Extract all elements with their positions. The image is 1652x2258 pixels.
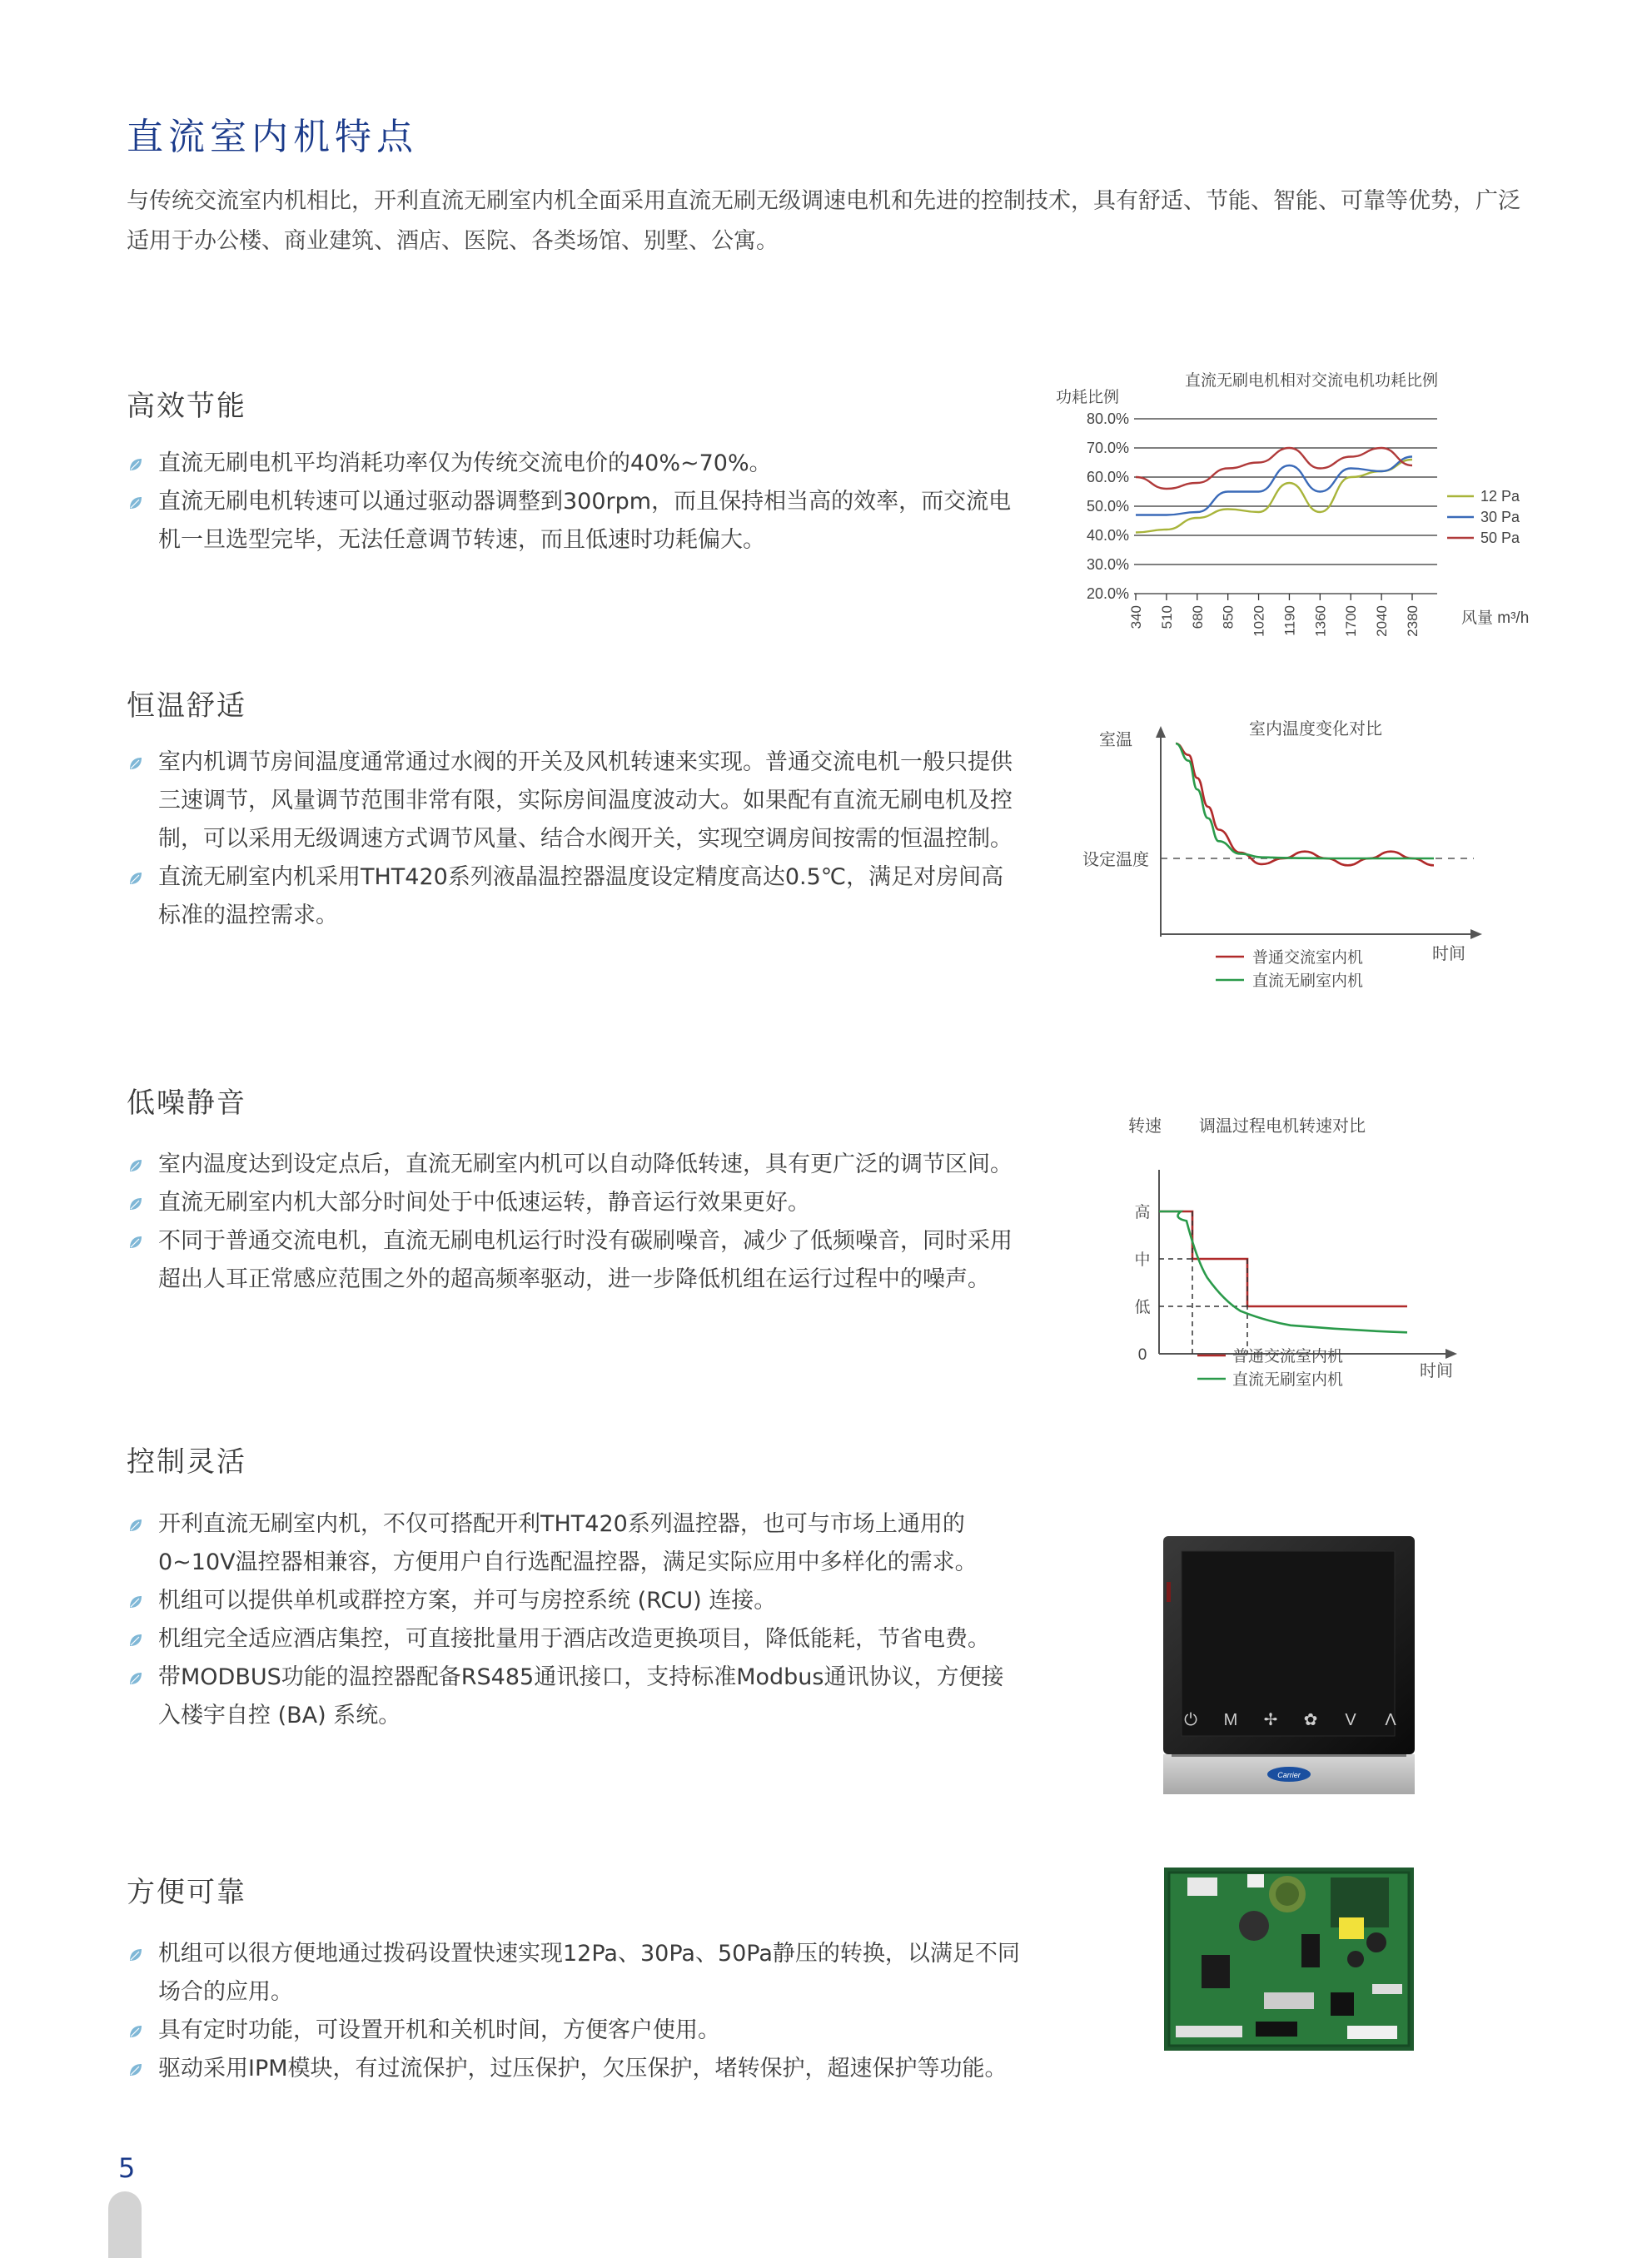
leaf-bullet-icon [128, 1196, 143, 1211]
list-item: 室内机调节房间温度通常通过水阀的开关及风机转速来实现。普通交流电机一般只提供三速调节，风量调节范围非常有限，实际房间温度波动大。如果配有直流无刷电机及控制，可以采用无级调速方式调节风量、结合水阀开关，实现空调房间按需的恒温控制。 [127, 744, 1026, 858]
section-heading-comfort: 恒温舒适 [127, 689, 246, 723]
leaf-bullet-icon [128, 2024, 143, 2039]
thermostat-button-icon: V [1345, 1711, 1356, 1729]
x-tick-label: 2380 [1405, 605, 1421, 637]
list-item: 具有定时功能，可设置开机和关机时间，方便客户使用。 [127, 2012, 1026, 2050]
x-tick-label: 1700 [1343, 605, 1360, 637]
x-tick-label: 2040 [1374, 605, 1391, 637]
series-line [1159, 1211, 1407, 1332]
circuit-board-image [1164, 1868, 1414, 2051]
x-axis-arrow [1446, 1349, 1457, 1359]
leaf-bullet-icon [128, 1158, 143, 1173]
chart-title: 调温过程电机转速对比 [1199, 1117, 1366, 1136]
y-tick-label: 80.0% [1086, 410, 1129, 427]
setpoint-label: 设定温度 [1082, 851, 1149, 869]
leaf-bullet-icon [128, 1947, 143, 1962]
x-tick-label: 1360 [1312, 605, 1329, 637]
section-heading-control: 控制灵活 [127, 1445, 246, 1479]
page-tab-decoration [108, 2191, 142, 2258]
section-heading-reliable: 方便可靠 [127, 1876, 246, 1909]
x-tick-label: 1020 [1251, 605, 1267, 637]
y-tick-label: 低 [1134, 1299, 1151, 1316]
x-axis-arrow [1470, 929, 1482, 939]
legend-label: 12 Pa [1480, 488, 1520, 505]
y-tick-label: 40.0% [1086, 527, 1129, 544]
leaf-bullet-icon [128, 1235, 143, 1250]
legend-label: 50 Pa [1480, 530, 1520, 546]
section-heading-quiet: 低噪静音 [127, 1087, 246, 1120]
y-tick-label: 中 [1134, 1251, 1151, 1269]
motor-speed-chart [1107, 1112, 1490, 1399]
thermostat-button-icon: ✢ [1263, 1711, 1278, 1729]
series-line [1159, 1211, 1407, 1306]
section-heading-energy: 高效节能 [127, 390, 246, 423]
list-item: 机组可以很方便地通过拨码设置快速实现12Pa、30Pa、50Pa静压的转换，以满足不同场合的应用。 [127, 1935, 1026, 2012]
y-tick-label: 0 [1137, 1346, 1147, 1364]
list-item: 不同于普通交流电机，直流无刷电机运行时没有碳刷噪音，减少了低频噪音，同时采用超出人耳正常感应范围之外的超高频率驱动，进一步降低机组在运行过程中的噪声。 [127, 1222, 1026, 1299]
bullet-list-control [127, 1505, 1026, 1735]
y-tick-label: 30.0% [1086, 556, 1129, 573]
list-item: 驱动采用IPM模块，有过流保护，过压保护，欠压保护，堵转保护，超速保护等功能。 [127, 2050, 1026, 2088]
y-tick-label: 60.0% [1086, 469, 1129, 485]
thermostat-image [1163, 1536, 1415, 1794]
thermostat-button-icon: ✿ [1303, 1711, 1318, 1729]
legend-label: 直流无刷室内机 [1232, 1371, 1344, 1389]
x-tick-label: 1190 [1281, 605, 1298, 636]
x-tick-label: 850 [1220, 605, 1237, 629]
leaf-bullet-icon [128, 756, 143, 771]
list-item: 直流无刷室内机大部分时间处于中低速运转，静音运行效果更好。 [127, 1184, 1026, 1222]
leaf-bullet-icon [128, 495, 143, 510]
series-line [1136, 448, 1412, 489]
carrier-logo-text: Carrier [1277, 1771, 1301, 1779]
bullet-list-reliable [127, 1935, 1026, 2088]
list-item: 直流无刷电机平均消耗功率仅为传统交流电价的40%~70%。 [127, 445, 1026, 483]
y-tick-label: 50.0% [1086, 498, 1129, 515]
list-item: 直流无刷室内机采用THT420系列液晶温控器温度设定精度高达0.5℃，满足对房间高标准的温控需求。 [127, 858, 1026, 935]
x-axis-label: 时间 [1420, 1362, 1453, 1380]
x-tick-label: 340 [1128, 605, 1144, 629]
page-title: 直流室内机特点 [127, 116, 418, 158]
series-line [1176, 744, 1434, 865]
y-tick-label: 70.0% [1086, 440, 1129, 456]
leaf-bullet-icon [128, 457, 143, 472]
y-axis-arrow [1156, 726, 1166, 738]
x-tick-label: 680 [1189, 605, 1206, 629]
list-item: 机组可以提供单机或群控方案，并可与房控系统 (RCU) 连接。 [127, 1582, 1026, 1620]
list-item: 机组完全适应酒店集控，可直接批量用于酒店改造更换项目，降低能耗，节省电费。 [127, 1620, 1026, 1659]
bullet-list-energy [127, 445, 1026, 560]
thermostat-button-icon: ⏻ [1184, 1711, 1197, 1729]
thermostat-button-icon: Λ [1385, 1711, 1396, 1729]
page-number: 5 [118, 2152, 136, 2184]
leaf-bullet-icon [128, 871, 143, 886]
leaf-bullet-icon [128, 2062, 143, 2077]
y-axis-label: 室温 [1099, 731, 1132, 749]
chart-title: 直流无刷电机相对交流电机功耗比例 [1184, 372, 1439, 390]
x-axis-label: 风量 m³/h [1461, 609, 1530, 627]
power-ratio-chart [1049, 358, 1549, 641]
series-line [1176, 744, 1434, 858]
legend-label: 普通交流室内机 [1252, 949, 1364, 967]
legend-label: 普通交流室内机 [1232, 1348, 1344, 1365]
leaf-bullet-icon [128, 1671, 143, 1686]
leaf-bullet-icon [128, 1518, 143, 1533]
list-item: 室内温度达到设定点后，直流无刷室内机可以自动降低转速，具有更广泛的调节区间。 [127, 1146, 1026, 1184]
leaf-bullet-icon [128, 1594, 143, 1609]
x-tick-label: 510 [1158, 605, 1175, 629]
bullet-list-comfort [127, 744, 1026, 935]
thermostat-button-icon: M [1223, 1711, 1238, 1729]
list-item: 带MODBUS功能的温控器配备RS485通讯接口，支持标准Modbus通讯协议，方便接入楼宇自控 (BA) 系统。 [127, 1659, 1026, 1735]
y-tick-label: 20.0% [1086, 585, 1129, 602]
legend-label: 直流无刷室内机 [1252, 972, 1364, 990]
chart-title: 室内温度变化对比 [1249, 720, 1382, 739]
bullet-list-quiet [127, 1146, 1026, 1299]
y-axis-label: 转速 [1128, 1117, 1162, 1136]
x-axis-label: 时间 [1432, 945, 1465, 963]
list-item: 直流无刷电机转速可以通过驱动器调整到300rpm，而且保持相当高的效率，而交流电机一旦选型完毕，无法任意调节转速，而且低速时功耗偏大。 [127, 483, 1026, 560]
y-axis-label: 功耗比例 [1056, 389, 1120, 406]
intro-paragraph: 与传统交流室内机相比，开利直流无刷室内机全面采用直流无刷无级调速电机和先进的控制技术，具有舒适、节能、智能、可靠等优势，广泛适用于办公楼、商业建筑、酒店、医院、各类场馆、别墅、公寓。 [127, 188, 1520, 254]
leaf-bullet-icon [128, 1633, 143, 1648]
room-temperature-chart [1074, 716, 1524, 999]
y-tick-label: 高 [1134, 1204, 1151, 1221]
list-item: 开利直流无刷室内机，不仅可搭配开利THT420系列温控器，也可与市场上通用的0~10V温控器相兼容，方便用户自行选配温控器，满足实际应用中多样化的需求。 [127, 1505, 1026, 1582]
legend-label: 30 Pa [1480, 509, 1520, 525]
